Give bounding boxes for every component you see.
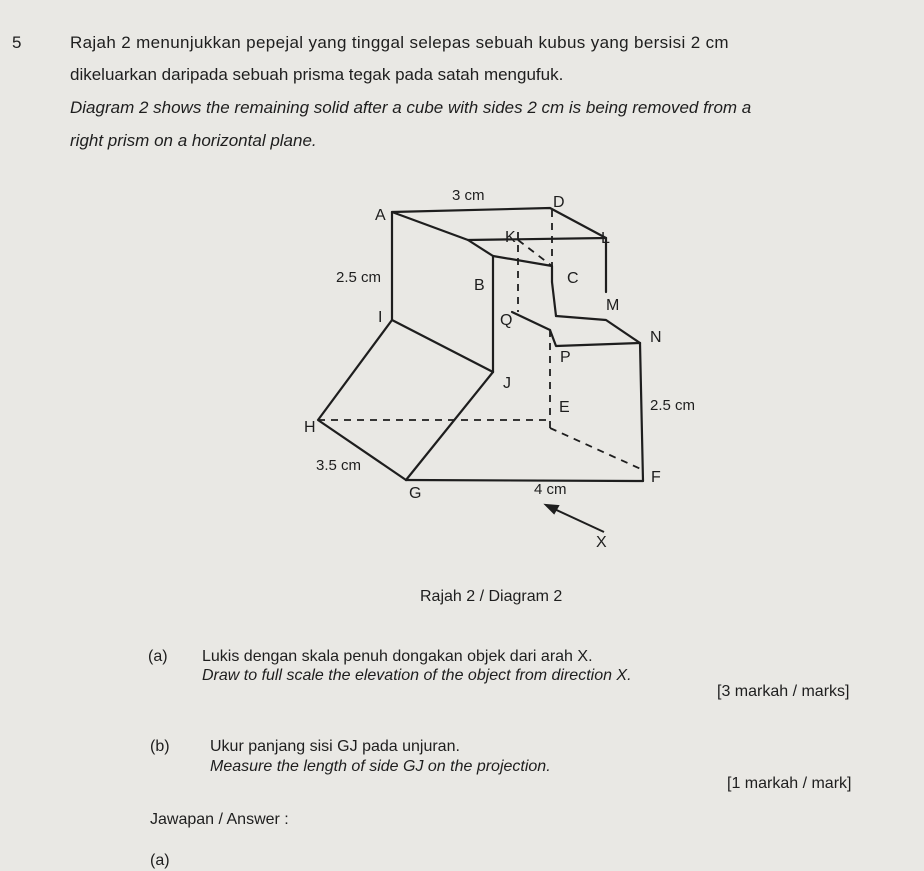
edge-base-front	[406, 480, 643, 481]
label-F: F	[651, 469, 661, 486]
part-b-marks: [1 markah / mark]	[727, 775, 852, 792]
arrow-x-shaft	[550, 507, 604, 532]
label-P: P	[560, 349, 571, 366]
label-E: E	[559, 399, 570, 416]
question-malay-line-1: Rajah 2 menunjukkan pepejal yang tinggal selepas sebuah kubus yang bersisi 2 cm	[70, 33, 729, 52]
dim-right: 2.5 cm	[650, 397, 696, 414]
hidden-edge-ef	[550, 428, 643, 470]
question-english-line-1: Diagram 2 shows the remaining solid after a cube with sides 2 cm is being removed from a	[70, 98, 752, 117]
question-malay-line-2: dikeluarkan daripada sebuah prisma tegak pada satah mengufuk.	[70, 65, 564, 84]
label-I: I	[378, 309, 383, 326]
label-K: K	[505, 229, 516, 246]
edge-top-face	[392, 208, 606, 240]
label-J: J	[503, 375, 511, 392]
answer-heading: Jawapan / Answer :	[150, 811, 289, 828]
dim-base-left: 3.5 cm	[316, 457, 362, 474]
edge-mn	[556, 316, 640, 343]
edge-slanted-face	[392, 320, 493, 372]
part-b-english: Measure the length of side GJ on the projection.	[210, 758, 551, 775]
question-number: 5	[12, 33, 22, 52]
edge-qn-top	[550, 330, 640, 346]
label-X: X	[596, 534, 607, 551]
part-a-label: (a)	[148, 648, 168, 665]
part-a-english: Draw to full scale the elevation of the object from direction X.	[202, 667, 632, 684]
part-b-label: (b)	[150, 738, 170, 755]
edge-slanted-face-lower	[318, 320, 406, 480]
part-a-malay: Lukis dengan skala penuh dongakan objek dari arah X.	[202, 648, 593, 665]
edge-block-left-front	[468, 240, 493, 372]
label-Q: Q	[500, 312, 513, 329]
label-H: H	[304, 419, 316, 436]
label-M: M	[606, 297, 620, 314]
answer-part-a-label: (a)	[150, 852, 170, 869]
edge-right-side	[640, 343, 643, 481]
edge-slanted-face-right	[406, 372, 493, 480]
arrow-x-head	[546, 505, 558, 513]
label-G: G	[409, 485, 422, 502]
part-a-marks: [3 markah / marks]	[717, 683, 850, 700]
diagram-caption: Rajah 2 / Diagram 2	[420, 588, 563, 605]
label-A: A	[375, 207, 386, 224]
question-english-line-2: right prism on a horizontal plane.	[70, 131, 317, 150]
dim-left-upper: 2.5 cm	[336, 269, 382, 286]
label-B: B	[474, 277, 485, 294]
label-C: C	[567, 270, 579, 287]
label-L: L	[601, 230, 610, 247]
part-b-malay: Ukur panjang sisi GJ pada unjuran.	[210, 738, 460, 755]
edge-q-line	[512, 312, 550, 330]
dim-base-front: 4 cm	[534, 481, 567, 498]
dim-top: 3 cm	[452, 187, 485, 204]
label-D: D	[553, 194, 565, 211]
edge-cm	[552, 282, 556, 316]
label-N: N	[650, 329, 662, 346]
